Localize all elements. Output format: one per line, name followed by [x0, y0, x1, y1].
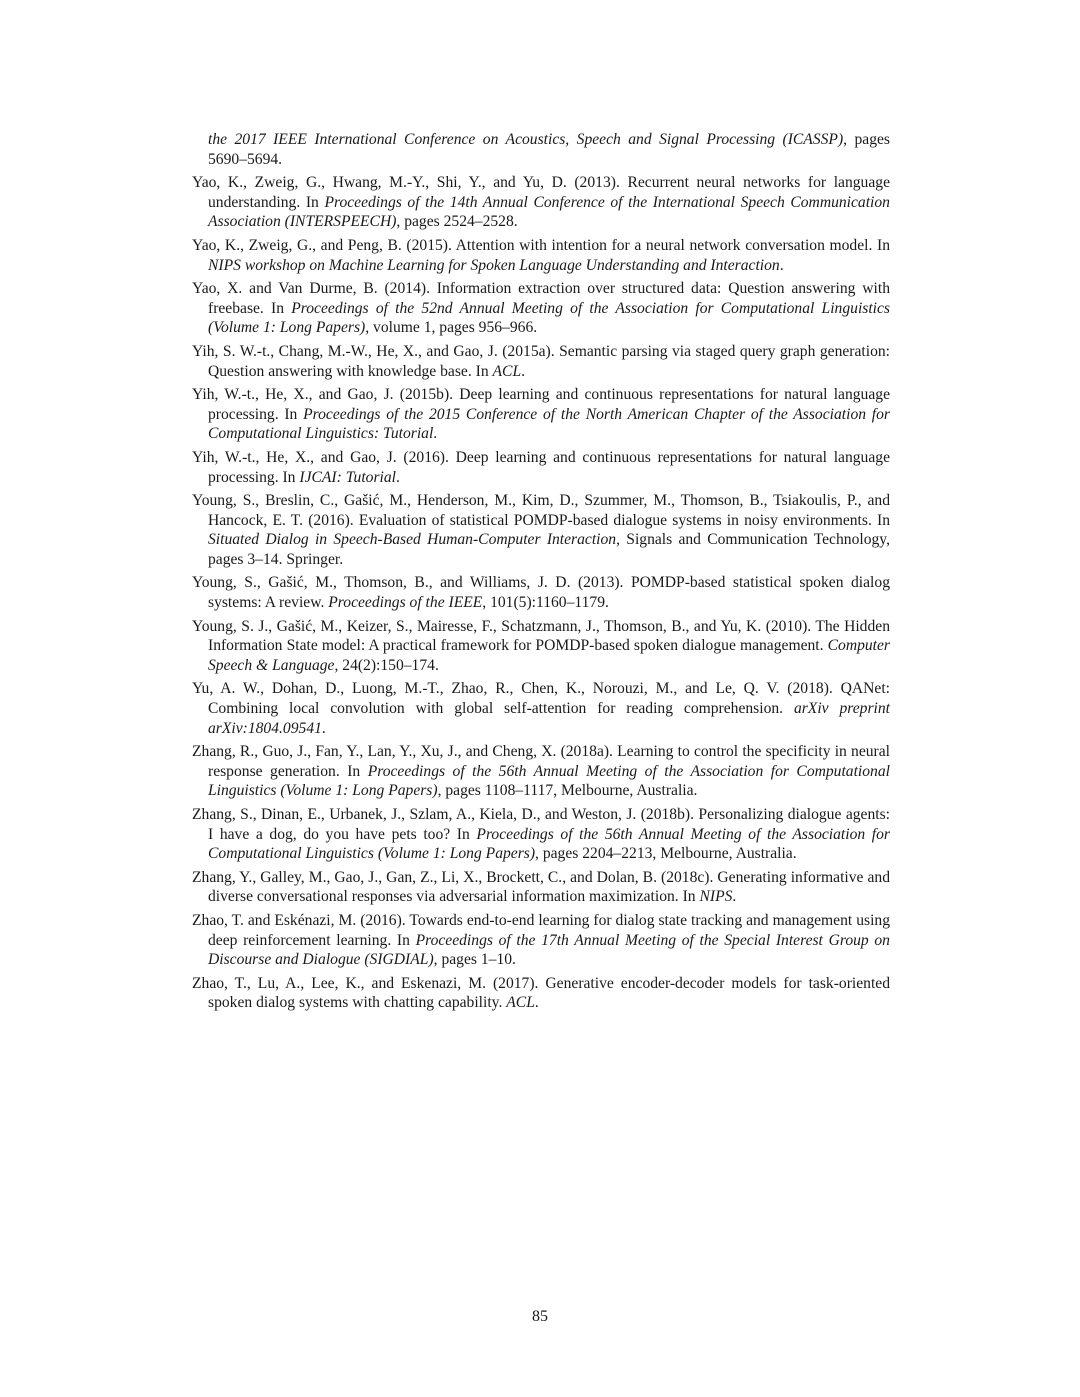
reference-entry [192, 573, 890, 612]
reference-text: , pages 1–10. [433, 951, 516, 969]
reference-venue: Proceedings of the 14th Annual Conference of the International Speech Communication Association (INTERSPEECH) [208, 193, 890, 231]
reference-text: . [779, 256, 784, 274]
reference-text: Yih, S. W.-t., Chang, M.-W., He, X., and Gao, J. (2015a). Semantic parsing via staged query graph generation: Question answering with knowledge base. In [192, 342, 890, 380]
reference-text: Yao, X. and Van Durme, B. (2014). Information extraction over structured data: Question answering with freebase. In [192, 280, 890, 317]
reference-venue: arXiv preprint arXiv:1804.09541 [208, 700, 890, 737]
reference-text: . [433, 425, 438, 443]
reference-text: Zhao, T. and Eskénazi, M. (2016). Towards end-to-end learning for dialog state tracking and management using deep reinforcement learning. In [192, 911, 890, 949]
reference-entry [192, 448, 890, 487]
reference-text: , pages 2204–2213, Melbourne, Australia. [535, 845, 797, 863]
reference-text: Young, S., Breslin, C., Gašić, M., Henderson, M., Kim, D., Szummer, M., Thomson, B., Tsiakoulis, P., and Hancock, E. T. (2016). Evaluation of statistical POMDP-based dialogue systems in noisy environments. In [192, 492, 890, 529]
page-number: 85 [532, 1308, 548, 1325]
reference-text: Yao, K., Zweig, G., Hwang, M.-Y., Shi, Y., and Yu, D. (2013). Recurrent neural networks for language understanding. In [192, 174, 890, 211]
reference-venue: Proceedings of the 17th Annual Meeting of the Special Interest Group on Discourse and Dialogue (SIGDIAL) [208, 931, 890, 969]
reference-text: Young, S. J., Gašić, M., Keizer, S., Mairesse, F., Schatzmann, J., Thomson, B., and Yu, K. (2010). The Hidden Information State model: A practical framework for POMDP-based spoken dialogue management. [192, 617, 890, 655]
reference-entry [192, 974, 890, 1013]
reference-text: Zhang, R., Guo, J., Fan, Y., Lan, Y., Xu, J., and Cheng, X. (2018a). Learning to control the specificity in neural response generation. In [192, 743, 890, 780]
reference-entry [192, 742, 890, 801]
reference-text: . [732, 888, 737, 906]
reference-text: Yih, W.-t., He, X., and Gao, J. (2015b). Deep learning and continuous representations for natural language processing. In [192, 386, 890, 423]
reference-entry [192, 868, 890, 907]
reference-entry [192, 236, 890, 275]
reference-text: , pages 5690–5694. [208, 131, 890, 168]
reference-text: , pages 2524–2528. [396, 213, 518, 231]
reference-text: Zhang, Y., Galley, M., Gao, J., Gan, Z., Li, X., Brockett, C., and Dolan, B. (2018c). Generating informative and diverse conversational responses via adversarial information maximization. In [192, 868, 890, 906]
reference-venue: Proceedings of the IEEE [328, 594, 483, 612]
reference-entry [192, 342, 890, 381]
reference-text: Yih, W.-t., He, X., and Gao, J. (2016). Deep learning and continuous representations for natural language processing. In [192, 448, 890, 486]
reference-text: Zhao, T., Lu, A., Lee, K., and Eskenazi, M. (2017). Generative encoder-decoder models for task-oriented spoken dialog systems with chatting capability. [192, 974, 890, 1012]
reference-entry [192, 805, 890, 864]
reference-venue: ACL [492, 362, 522, 380]
reference-venue: Situated Dialog in Speech-Based Human-Computer Interaction [208, 531, 617, 549]
reference-entry [192, 279, 890, 338]
reference-text: Zhang, S., Dinan, E., Urbanek, J., Szlam, A., Kiela, D., and Weston, J. (2018b). Personalizing dialogue agents: I have a dog, do you have pets too? In [192, 806, 890, 843]
reference-text: . [521, 362, 526, 380]
reference-entry [192, 130, 890, 169]
reference-venue: NIPS [699, 888, 733, 906]
reference-venue: Proceedings of the 52nd Annual Meeting of the Association for Computational Linguistics (Volume 1: Long Papers) [208, 299, 891, 337]
reference-venue: Computer Speech & Language [208, 637, 890, 674]
reference-venue: IJCAI: Tutorial [299, 468, 396, 486]
reference-text: . [534, 994, 539, 1012]
reference-venue: NIPS workshop on Machine Learning for Spoken Language Understanding and Interaction [208, 256, 780, 274]
reference-entry [192, 911, 890, 970]
reference-venue: Proceedings of the 56th Annual Meeting of the Association for Computational Linguistics (Volume 1: Long Papers) [208, 762, 890, 800]
reference-text: , Signals and Communication Technology, pages 3–14. Springer. [208, 531, 890, 568]
reference-text: . [395, 468, 400, 486]
reference-text: , 101(5):1160–1179. [482, 594, 609, 612]
reference-venue: ACL [506, 994, 535, 1012]
reference-text: , 24(2):150–174. [334, 656, 439, 674]
reference-list [192, 130, 890, 1017]
reference-text: Yao, K., Zweig, G., and Peng, B. (2015). Attention with intention for a neural network conversation model. In [192, 236, 890, 254]
reference-entry [192, 679, 890, 738]
reference-text: , pages 1108–1117, Melbourne, Australia. [437, 782, 698, 800]
reference-entry [192, 617, 890, 676]
reference-text: Young, S., Gašić, M., Thomson, B., and Williams, J. D. (2013). POMDP-based statistical spoken dialog systems: A review. [192, 574, 890, 612]
reference-entry [192, 491, 890, 569]
reference-venue: Proceedings of the 56th Annual Meeting of the Association for Computational Linguistics (Volume 1: Long Papers) [208, 825, 890, 863]
reference-venue: the 2017 IEEE International Conference on Acoustics, Speech and Signal Processing (ICASSP) [208, 131, 844, 148]
reference-entry [192, 385, 890, 444]
reference-text: , volume 1, pages 956–966. [365, 319, 538, 337]
reference-text: . [321, 719, 326, 737]
reference-venue: Proceedings of the 2015 Conference of the North American Chapter of the Association for Computational Linguistics: Tutorial [208, 405, 890, 443]
reference-entry [192, 173, 890, 232]
reference-text: Yu, A. W., Dohan, D., Luong, M.-T., Zhao, R., Chen, K., Norouzi, M., and Le, Q. V. (2018). QANet: Combining local convolution with global self-attention for reading comprehension. [192, 680, 890, 718]
